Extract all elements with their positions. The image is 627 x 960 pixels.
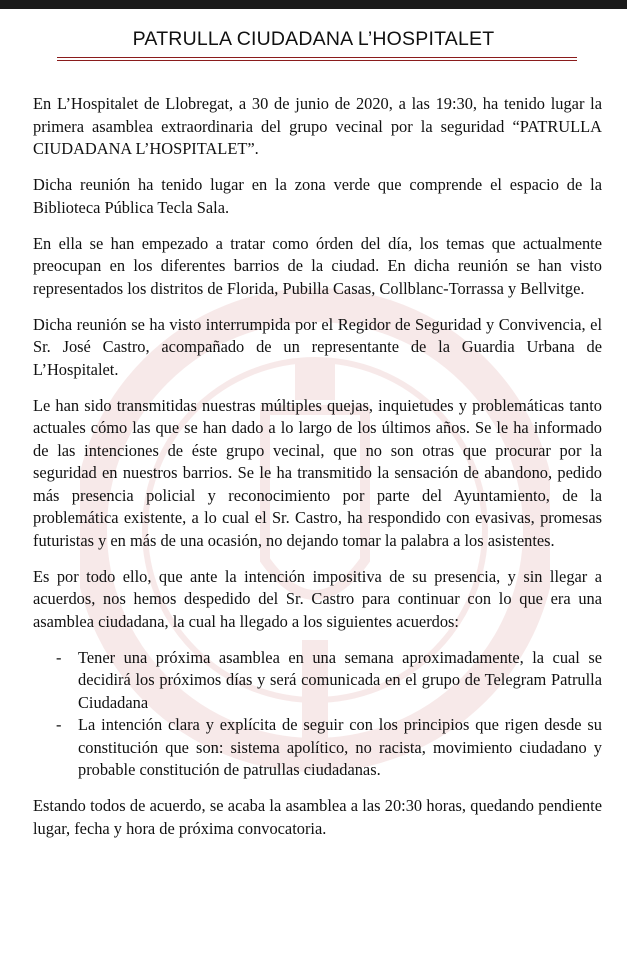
paragraph-complaints: Le han sido transmitidas nuestras múltiples quejas, inquietudes y problemáticas tanto actuales cómo las que se han dado a lo largo de los últimos años. Se le ha informado de las intenciones de éste grupo vecinal, que no son otras que procurar por la seguridad en nuestros barrios. Se le ha transmitido la sensación de abandono, pedido más presencia policial y reconocimiento por parte del Ayuntamiento, de la problemática existente, a lo cual el Sr. Castro, ha respondido con evasivas, promesas futuristas y en más de una ocasión, no dejando tomar la palabra a los asistentes. (33, 395, 602, 550)
list-item (33, 647, 602, 715)
paragraph-intro: En L’Hospitalet de Llobregat, a 30 de junio de 2020, a las 19:30, ha tenido lugar la primera asamblea extraordinaria del grupo vecinal por la seguridad “PATRULLA CIUDADANA L’HOSPITALET”. (33, 94, 602, 158)
bullet-dash: - (56, 715, 62, 734)
paragraph-agreements-intro: Es por todo ello, que ante la intención impositiva de su presencia, y sin llegar a acuerdos, nos hemos despedido del Sr. Castro para continuar con lo que era una asamblea ciudadana, la cual ha llegado a los siguientes acuerdos: (33, 566, 602, 631)
list-item (33, 714, 602, 782)
paragraph-closing: Estando todos de acuerdo, se acaba la asamblea a las 20:30 horas, quedando pendiente lugar, fecha y hora de próxima convocatoria. (33, 796, 602, 838)
paragraph-agenda: En ella se han empezado a tratar como órden del día, los temas que actualmente preocupan en los diferentes barrios de la ciudad. En dicha reunión se han visto representados los distritos de Florida, Pubilla Casas, Collblanc-Torrassa y Bellvitge. (33, 233, 602, 298)
document-title: PATRULLA CIUDADANA L’HOSPITALET (132, 28, 495, 50)
agreements-list (33, 647, 602, 782)
title-underline (57, 57, 577, 58)
top-border-bar (0, 0, 627, 9)
agreement-text: La intención clara y explícita de seguir con los principios que rigen desde su constitución que son: sistema apolítico, no racista, movimiento ciudadano y probable constitución de patrullas ciudadanas. (78, 715, 602, 779)
title-underline-secondary (57, 60, 577, 61)
paragraph-interruption: Dicha reunión se ha visto interrumpida por el Regidor de Seguridad y Convivencia, el Sr. José Castro, acompañado de un representante de la Guardia Urbana de L’Hospitalet. (33, 314, 602, 379)
agreement-text: Tener una próxima asamblea en una semana aproximadamente, la cual se decidirá los próximos días y será comunicada en el grupo de Telegram Patrulla Ciudadana (78, 647, 602, 712)
document-body (33, 93, 602, 854)
paragraph-location: Dicha reunión ha tenido lugar en la zona verde que comprende el espacio de la Biblioteca Pública Tecla Sala. (33, 175, 602, 217)
bullet-dash: - (56, 647, 62, 667)
